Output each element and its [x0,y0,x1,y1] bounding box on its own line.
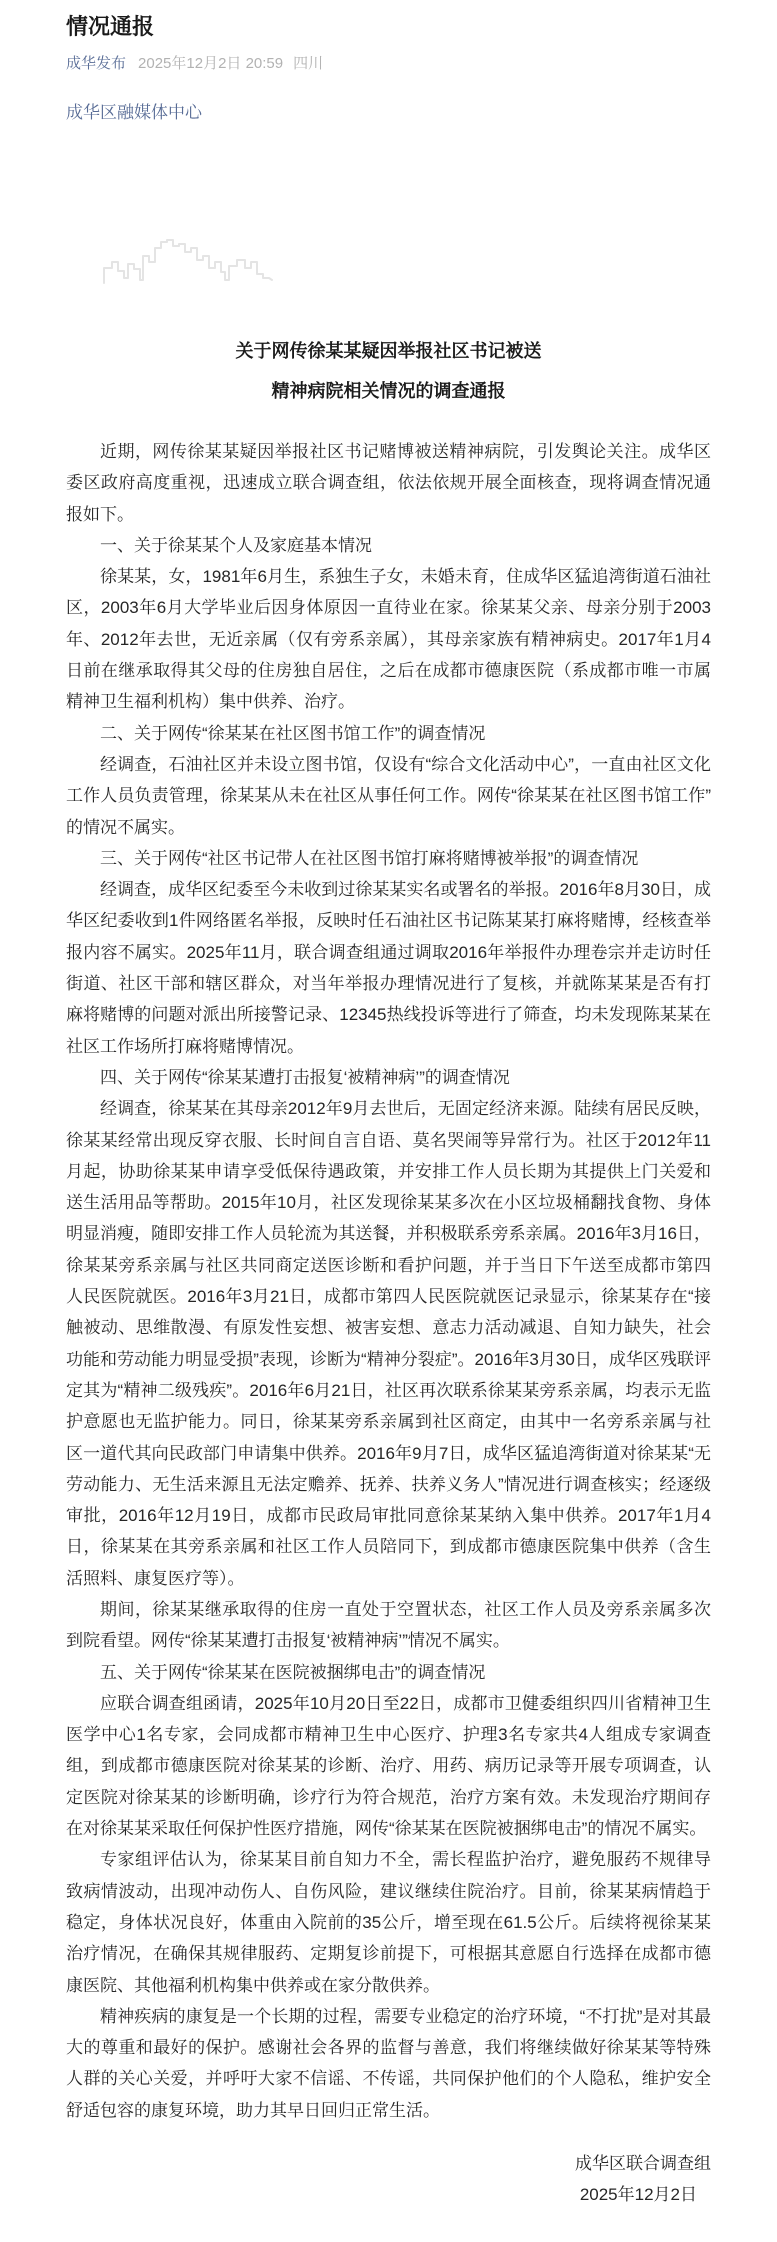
article-body [66,436,711,2126]
paragraph: 经调查，成华区纪委至今未收到过徐某某实名或署名的举报。2016年8月30日，成华区纪委收到1件网络匿名举报，反映时任石油社区书记陈某某打麻将赌博，经核查举报内容不属实。2025年11月，联合调查组通过调取2016年举报件办理卷宗并走访时任街道、社区干部和辖区群众，对当年举报办理情况进行了复核，并就陈某某是否有打麻将赌博的问题对派出所接警记录、12345热线投诉等进行了筛查，均未发现陈某某在社区工作场所打麻将赌博情况。 [66,880,711,1056]
section-heading-2: 二、关于网传“徐某某在社区图书馆工作”的调查情况 [100,723,486,743]
paragraph: 徐某某，女，1981年6月生，系独生子女，未婚未育，住成华区猛追湾街道石油社区，2003年6月大学毕业后因身体原因一直待业在家。徐某某父亲、母亲分别于2003年、2012年去世，无近亲属（仅有旁系亲属），其母亲家族有精神病史。2017年1月4日前在继承取得其父母的住房独自居住，之后在成都市德康医院（系成都市唯一市属精神卫生福利机构）集中供养、治疗。 [66,567,711,712]
section-heading-3: 三、关于网传“社区书记带人在社区图书馆打麻将赌博被举报”的调查情况 [100,848,639,868]
article-meta [66,53,711,74]
section-heading-4: 四、关于网传“徐某某遭打击报复‘被精神病’”的调查情况 [100,1067,510,1087]
paragraph-intro: 近期，网传徐某某疑因举报社区书记赌博被送精神病院，引发舆论关注。成华区委区政府高度重视，迅速成立联合调查组，依法依规开展全面核查，现将调查情况通报如下。 [66,442,711,524]
paragraph: 经调查，石油社区并未设立图书馆，仅设有“综合文化活动中心”，一直由社区文化工作人员负责管理，徐某某从未在社区从事任何工作。网传“徐某某在社区图书馆工作”的情况不属实。 [66,754,711,837]
paragraph: 专家组评估认为，徐某某目前自知力不全，需长程监护治疗，避免服药不规律导致病情波动，出现冲动伤人、自伤风险，建议继续住院治疗。目前，徐某某病情趋于稳定，身体状况良好，体重由入院前的35公斤，增至现在61.5公斤。后续将视徐某某治疗情况，在确保其规律服药、定期复诊前提下，可根据其意愿自行选择在成都市德康医院、其他福利机构集中供养或在家分散供养。 [66,1850,711,1995]
document-title [66,331,711,411]
publish-datetime: 2025年12月2日 20:59 [138,55,284,72]
signature: 成华区联合调查组 [575,2154,711,2174]
publish-region: 四川 [293,55,324,72]
city-skyline-icon [103,238,274,284]
paragraph-closing: 精神疾病的康复是一个长期的过程，需要专业稳定的治疗环境，“不打扰”是对其最大的尊重和最好的保护。感谢社会各界的监督与善意，我们将继续做好徐某某等特殊人群的关心关爱，并呼吁大家不信谣、不传谣，共同保护他们的个人隐私，维护安全舒适包容的康复环境，助力其早日回归正常生活。 [66,2006,711,2120]
page-title: 情况通报 [66,14,155,39]
signature-date: 2025年12月2日 [579,2185,697,2205]
document-title-line-2: 精神病院相关情况的调查通报 [271,381,506,401]
paragraph: 应联合调查组函请，2025年10月20日至22日，成都市卫健委组织四川省精神卫生医学中心1名专家，会同成都市精神卫生中心医疗、护理3名专家共4人组成专家调查组，到成都市德康医院对徐某某的诊断、治疗、用药、病历记录等开展专项调查，认定医院对徐某某的诊断明确，诊疗行为符合规范，治疗方案有效。未发现治疗期间存在对徐某某采取任何保护性医疗措施，网传“徐某某在医院被捆绑电击”的情况不属实。 [66,1693,711,1839]
section-heading-5: 五、关于网传“徐某某在医院被捆绑电击”的调查情况 [100,1662,486,1682]
paragraph: 经调查，徐某某在其母亲2012年9月去世后，无固定经济来源。陆续有居民反映，徐某某经常出现反穿衣服、长时间自言自语、莫名哭闹等异常行为。社区于2012年11月起，协助徐某某申请享受低保待遇政策，并安排工作人员长期为其提供上门关爱和送生活用品等帮助。2015年10月，社区发现徐某某多次在小区垃圾桶翻找食物、身体明显消瘦，随即安排工作人员轮流为其送餐，并积极联系旁系亲属。2016年3月16日，徐某某旁系亲属与社区共同商定送医诊断和看护问题，并于当日下午送至成都市第四人民医院就医。2016年3月21日，成都市第四人民医院就医记录显示，徐某某存在“接触被动、思维散漫、有原发性妄想、被害妄想、意志力活动减退、自知力缺失，社会功能和劳动能力明显受损”表现，诊断为“精神分裂症”。2016年3月30日，成华区残联评定其为“精神二级残疾”。2016年6月21日，社区再次联系徐某某旁系亲属，均表示无监护意愿也无监护能力。同日，徐某某旁系亲属到社区商定，由其中一名旁系亲属与社区一道代其向民政部门申请集中供养。2016年9月7日，成华区猛追湾街道对徐某某“无劳动能力、无生活来源且无法定赡养、抚养、扶养义务人”情况进行调查核实；经逐级审批，2016年12月19日，成都市民政局审批同意徐某某纳入集中供养。2017年1月4日，徐某某在其旁系亲属和社区工作人员陪同下，到成都市德康医院集中供养（含生活照料、康复医疗等）。 [66,1099,711,1588]
paragraph: 期间，徐某某继承取得的住房一直处于空置状态，社区工作人员及旁系亲属多次到院看望。网传“徐某某遭打击报复‘被精神病’”情况不属实。 [66,1599,711,1651]
document-title-line-1: 关于网传徐某某疑因举报社区书记被送 [235,341,542,361]
account-name-link[interactable]: 成华发布 [66,55,127,72]
section-heading-1: 一、关于徐某某个人及家庭基本情况 [100,535,372,555]
media-center-link[interactable]: 成华区融媒体中心 [66,103,202,122]
